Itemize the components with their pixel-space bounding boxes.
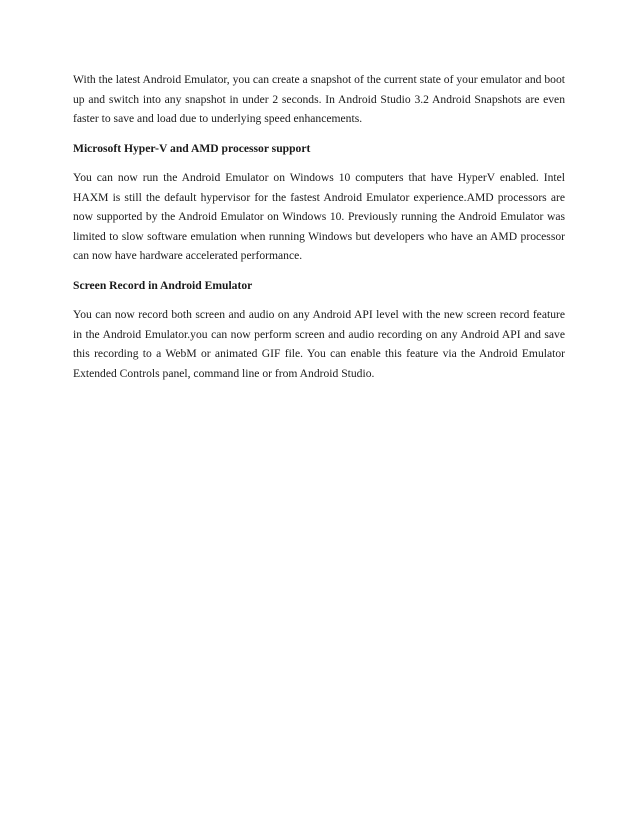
hyperv-paragraph: You can now run the Android Emulator on Windows 10 computers that have HyperV enabled. Intel HAXM is still the default hypervisor for the fastest Android Emulator experience.AMD processors are now supported by the Android Emulator on Windows 10. Previously running the Android Emulator was limited to slow software emulation when running Windows but developers who have an AMD processor can now have hardware accelerated performance. <box>73 171 565 262</box>
hyperv-heading: Microsoft Hyper-V and AMD processor support <box>73 141 311 155</box>
snapshot-paragraph: With the latest Android Emulator, you can create a snapshot of the current state of your emulator and boot up and switch into any snapshot in under 2 seconds. In Android Studio 3.2 Android Snapshots are even faster to save and load due to underlying speed enhancements. <box>73 73 565 125</box>
document-body <box>73 70 565 393</box>
screen-record-heading: Screen Record in Android Emulator <box>73 278 253 292</box>
screen-record-paragraph: You can now record both screen and audio on any Android API level with the new screen record feature in the Android Emulator.you can now perform screen and audio recording on any Android API and save this recording to a WebM or animated GIF file. You can enable this feature via the Android Emulator Extended Controls panel, command line or from Android Studio. <box>73 308 565 380</box>
